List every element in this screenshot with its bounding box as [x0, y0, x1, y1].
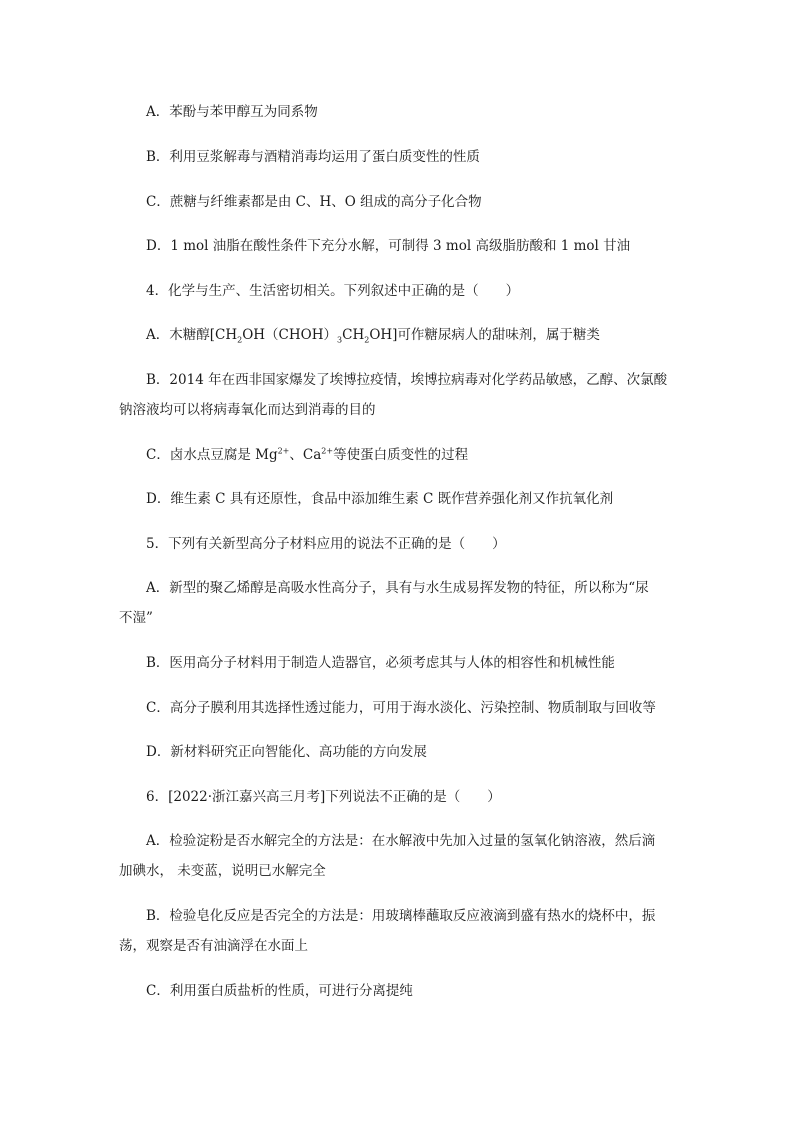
q6-option-a-line2: 加碘水， 未变蓝，说明已水解完全: [119, 863, 326, 879]
q6-option-a-line1: A．检验淀粉是否水解完全的方法是：在水解液中先加入过量的氢氧化钠溶液，然后滴: [146, 833, 656, 849]
q4-option-b-line2: 钠溶液均可以将病毒氧化而达到消毒的目的: [119, 402, 376, 418]
q4c-text-1: C．卤水点豆腐是 Mg: [146, 447, 278, 463]
q4a-subscript-1: 2: [237, 335, 243, 345]
q4a-subscript-2: 3: [337, 335, 343, 345]
q4a-text-1: A．木糖醇[CH: [146, 327, 238, 343]
q5-option-a-line1: A．新型的聚乙烯醇是高吸水性高分子，具有与水生成易挥发物的特征，所以称为“尿: [146, 580, 649, 596]
q4c-text-3: 等使蛋白质变性的过程: [333, 447, 469, 463]
question-4-stem: 4．化学与生产、生活密切相关。下列叙述中正确的是（ ）: [146, 283, 520, 299]
q4c-superscript-1: 2+: [277, 446, 290, 456]
q4-option-d: D．维生素 C 具有还原性，食品中添加维生素 C 既作营养强化剂又作抗氧化剂: [146, 491, 614, 507]
q4a-text-2: OH（CHOH）: [242, 327, 338, 343]
question-5-stem: 5．下列有关新型高分子材料应用的说法不正确的是（ ）: [146, 536, 506, 552]
q6-option-b-line1: B．检验皂化反应是否完全的方法是：用玻璃棒蘸取反应液滴到盛有热水的烧杯中，振: [146, 908, 656, 924]
q5-option-c: C．高分子膜利用其选择性透过能力，可用于海水淡化、污染控制、物质制取与回收等: [146, 700, 656, 716]
q6-option-b-line2: 荡，观察是否有油滴浮在水面上: [119, 938, 308, 954]
q5-option-d: D．新材料研究正向智能化、高功能的方向发展: [146, 744, 427, 760]
q3-option-a: A．苯酚与苯甲醇互为同系物: [146, 104, 318, 120]
q4c-superscript-2: 2+: [321, 446, 334, 456]
q4a-text-3: CH: [342, 327, 365, 343]
q3-option-b: B．利用豆浆解毒与酒精消毒均运用了蛋白质变性的性质: [146, 149, 480, 165]
question-6-stem: 6．[2022·浙江嘉兴高三月考]下列说法不正确的是（ ）: [146, 789, 501, 805]
q6-option-c: C．利用蛋白质盐析的性质，可进行分离提纯: [146, 983, 413, 999]
q4a-subscript-3: 2: [364, 335, 370, 345]
q5-option-b: B．医用高分子材料用于制造人造器官，必须考虑其与人体的相容性和机械性能: [146, 655, 615, 671]
q3-option-c: C．蔗糖与纤维素都是由 C、H、O 组成的高分子化合物: [146, 194, 482, 210]
q4-option-a: [146, 325, 686, 345]
q4a-text-4: OH]可作糖尿病人的甜味剂，属于糖类: [369, 327, 600, 343]
q4-option-b-line1: B．2014 年在西非国家爆发了埃博拉疫情，埃博拉病毒对化学药品敏感，乙醇、次氯酸: [146, 372, 668, 388]
q5-option-a-line2: 不湿”: [119, 610, 153, 626]
q4c-text-2: 、Ca: [289, 447, 322, 463]
q4-option-c: [146, 445, 686, 465]
q3-option-d: D．1 mol 油脂在酸性条件下充分水解，可制得 3 mol 高级脂肪酸和 1 mol 甘油: [146, 238, 631, 254]
